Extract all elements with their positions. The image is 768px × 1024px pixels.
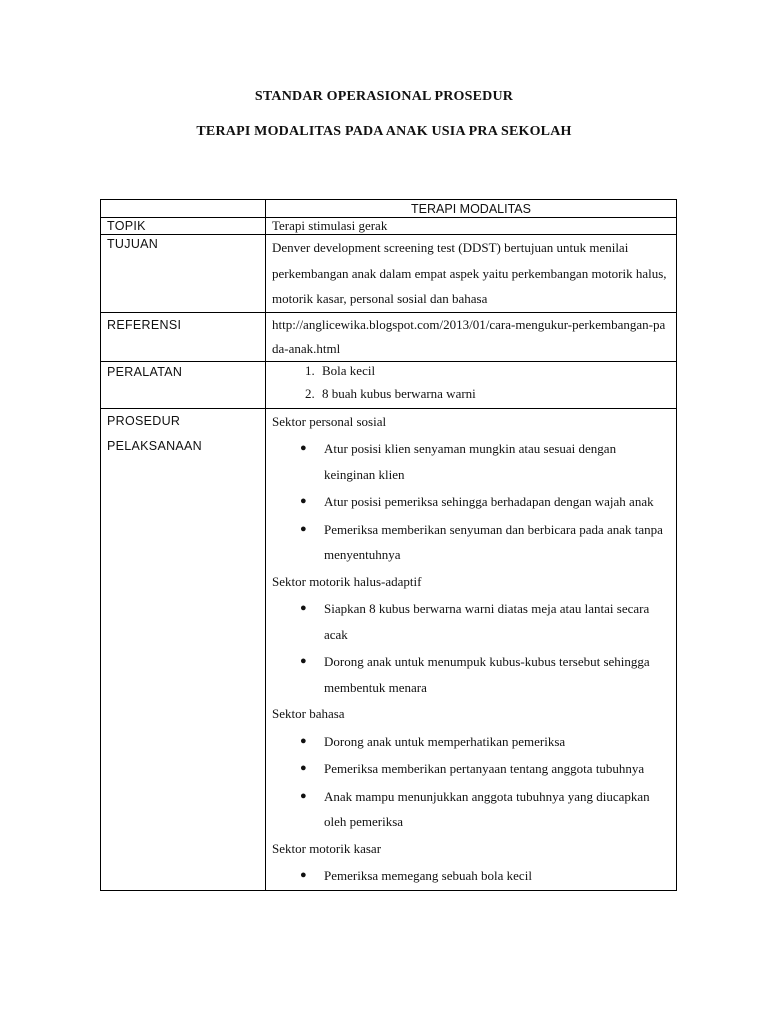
- list-item: ● Pemeriksa memberikan pertanyaan tentang anggota tubuhnya: [300, 756, 670, 782]
- prosedur-label-line2: PELAKSANAAN: [107, 439, 203, 453]
- bullet-icon: ●: [300, 789, 307, 802]
- table-header: TERAPI MODALITAS: [266, 200, 677, 218]
- table-row-prosedur: [101, 408, 677, 890]
- bullet-icon: ●: [300, 655, 307, 667]
- table-row-referensi: [101, 312, 677, 361]
- table-row-peralatan: [101, 361, 677, 408]
- list-item: ● Atur posisi klien senyaman mungkin atau sesuai dengan keinginan klien: [300, 436, 670, 487]
- sector-list: [272, 729, 670, 835]
- list-item: ● Pemeriksa memegang sebuah bola kecil: [300, 863, 670, 889]
- peralatan-item: 1. Bola kecil: [318, 362, 670, 380]
- referensi-value: [266, 312, 677, 361]
- bullet-icon: ●: [300, 762, 307, 774]
- sector-title: Sektor motorik halus-adaptif: [272, 573, 422, 589]
- list-item: ● Dorong anak untuk menumpuk kubus-kubus tersebut sehingga membentuk menara: [300, 649, 670, 700]
- bullet-icon: ●: [300, 869, 307, 881]
- peralatan-label: PERALATAN: [101, 361, 266, 408]
- sop-table: [100, 199, 677, 891]
- bullet-icon: ●: [300, 495, 307, 507]
- sector-list: [272, 596, 670, 700]
- peralatan-item: 2. 8 buah kubus berwarna warni: [318, 380, 670, 408]
- bullet-icon: ●: [300, 442, 307, 454]
- list-item: ● Anak mampu menunjukkan anggota tubuhnya yang diucapkan oleh pemeriksa: [300, 784, 670, 835]
- sector-title: Sektor motorik kasar: [272, 840, 382, 856]
- bullet-icon: ●: [300, 602, 307, 614]
- referensi-link[interactable]: http://anglicewika.blogspot.com/2013/01/cara-mengukur-perkembangan-pada-anak.html: [272, 316, 666, 356]
- prosedur-label-line1: PROSEDUR: [107, 413, 181, 428]
- prosedur-value: [266, 408, 677, 890]
- sector-list: [272, 436, 670, 568]
- table-header-row: [101, 200, 677, 218]
- tujuan-label: TUJUAN: [101, 235, 266, 313]
- topik-label: TOPIK: [101, 218, 266, 235]
- table-row-tujuan: [101, 235, 677, 313]
- table-row-topik: [101, 218, 677, 235]
- bullet-icon: ●: [300, 522, 307, 535]
- prosedur-label: [101, 408, 266, 890]
- list-item: ● Pemeriksa memberikan senyuman dan berbicara pada anak tanpa menyentuhnya: [300, 517, 670, 568]
- list-item: ● Dorong anak untuk memperhatikan pemeriksa: [300, 729, 670, 755]
- tujuan-value: Denver development screening test (DDST) bertujuan untuk menilai perkembangan anak dalam empat aspek yaitu perkembangan motorik halus, motorik kasar, personal sosial dan bahasa: [266, 235, 677, 313]
- list-item: ● Siapkan 8 kubus berwarna warni diatas meja atau lantai secara acak: [300, 596, 670, 647]
- topik-value: Terapi stimulasi gerak: [266, 218, 677, 235]
- sector-title: Sektor personal sosial: [272, 413, 387, 429]
- peralatan-list: [266, 362, 670, 408]
- document-title: STANDAR OPERASIONAL PROSEDUR: [254, 89, 514, 104]
- document-subtitle: TERAPI MODALITAS PADA ANAK USIA PRA SEKOLAH: [196, 124, 572, 139]
- list-item: ● Atur posisi pemeriksa sehingga berhadapan dengan wajah anak: [300, 489, 670, 515]
- sector-list: [272, 863, 670, 889]
- referensi-label: REFERENSI: [101, 312, 266, 361]
- header-empty-cell: [101, 200, 266, 218]
- peralatan-value: [266, 361, 677, 408]
- bullet-icon: ●: [300, 734, 307, 747]
- sector-title: Sektor bahasa: [272, 706, 345, 721]
